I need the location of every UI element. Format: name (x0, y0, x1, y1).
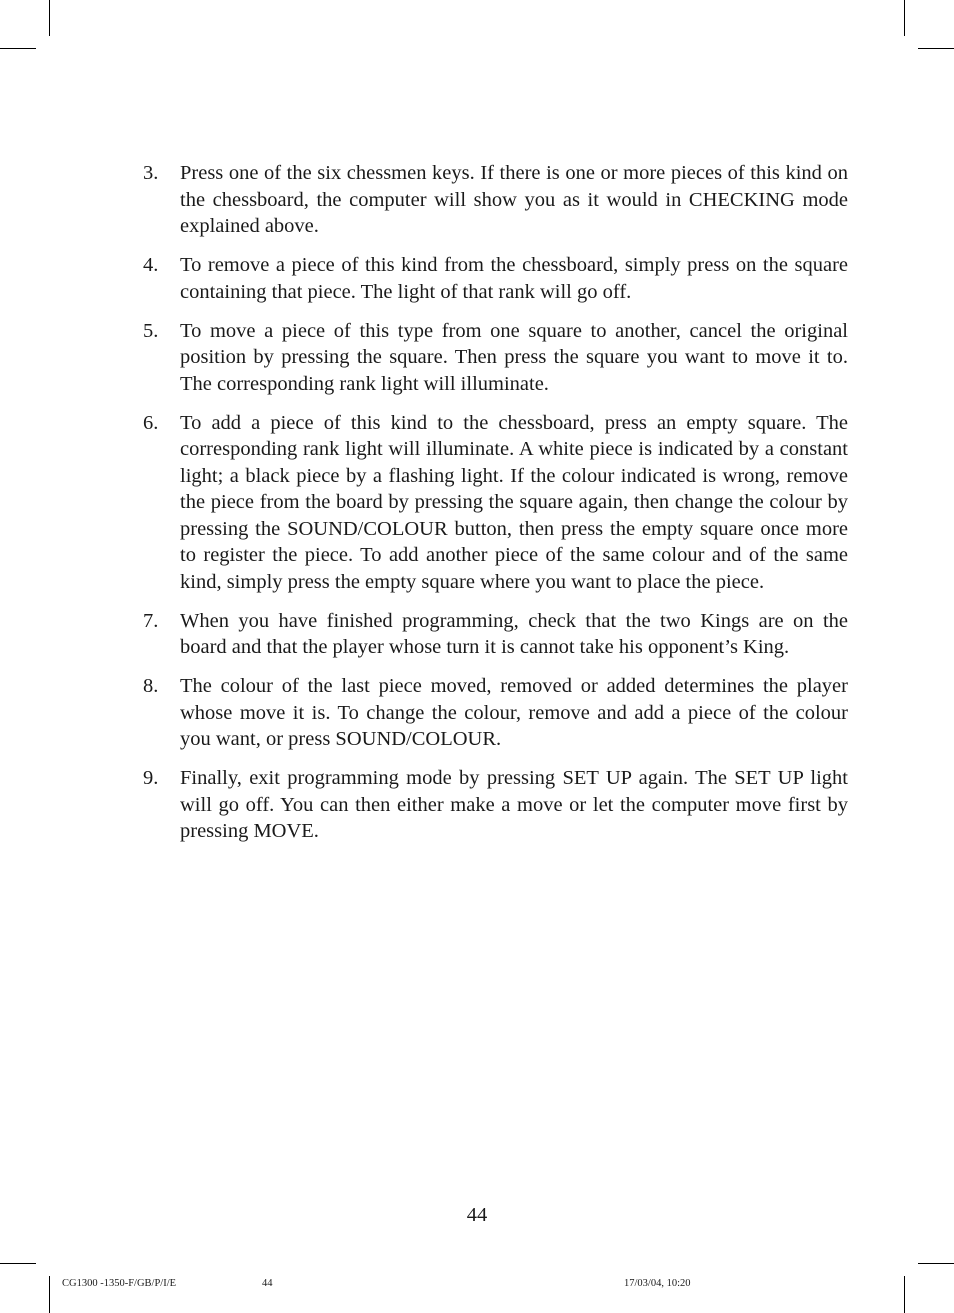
crop-mark-bottom-left-horizontal (0, 1263, 36, 1264)
crop-mark-bottom-right-horizontal (918, 1263, 954, 1264)
step-number: 8. (143, 675, 159, 697)
crop-mark-top-right-horizontal (918, 48, 954, 49)
step-number: 5. (143, 319, 159, 342)
step-text: To remove a piece of this kind from the chessboard, simply press on the square containing that piece. The light of that rank will go off. (180, 254, 848, 303)
step-item (140, 410, 848, 596)
crop-mark-top-left-horizontal (0, 48, 36, 49)
step-item (140, 765, 848, 845)
step-number: 3. (143, 162, 159, 184)
crop-mark-bottom-left-vertical (49, 1276, 50, 1313)
step-item (140, 252, 848, 305)
step-text: Finally, exit programming mode by pressing SET UP again. The SET UP light will go off. You can then either make a move or let the computer move first by pressing MOVE. (180, 767, 848, 842)
step-item (140, 673, 848, 753)
step-text: To add a piece of this kind to the chessboard, press an empty square. The corresponding rank light will illuminate. A white piece is indicated by a constant light; a black piece by a flashing light. If the colour indicated is wrong, remove the piece from the board by pressing the square again, then change the colour by pressing the SOUND/COLOUR button, then press the empty square once more to register the piece. To add another piece of the same colour and of the same kind, simply press the empty square where you want to place the piece. (180, 411, 848, 593)
crop-mark-top-left-vertical (49, 0, 50, 36)
footer-timestamp: 17/03/04, 10:20 (624, 1278, 691, 1289)
step-text: When you have finished programming, check that the two Kings are on the board and that the player whose turn it is cannot take his opponent’s King. (180, 609, 848, 658)
step-text: Press one of the six chessmen keys. If there is one or more pieces of this kind on the chessboard, the computer will show you as it would in CHECKING mode explained above. (180, 162, 848, 237)
step-text: The colour of the last piece moved, removed or added determines the player whose move it is. To change the colour, remove and add a piece of the colour you want, or press SOUND/COLOUR. (180, 675, 848, 750)
footer-page-number: 44 (262, 1278, 273, 1289)
step-text: To move a piece of this type from one square to another, cancel the original position by pressing the square. Then press the square you want to move it to. The corresponding rank light will illuminate. (180, 319, 848, 395)
step-item (140, 160, 848, 240)
step-number: 7. (143, 609, 159, 632)
crop-mark-top-right-vertical (904, 0, 905, 36)
page-number: 44 (466, 1204, 488, 1226)
instruction-steps-list (140, 160, 848, 857)
crop-mark-bottom-right-vertical (904, 1276, 905, 1313)
footer-file-name: CG1300 -1350-F/GB/P/I/E (62, 1278, 177, 1289)
step-number: 6. (143, 411, 159, 434)
step-item (140, 608, 848, 661)
step-number: 9. (143, 767, 159, 789)
step-number: 4. (143, 254, 159, 276)
step-item (140, 318, 848, 398)
